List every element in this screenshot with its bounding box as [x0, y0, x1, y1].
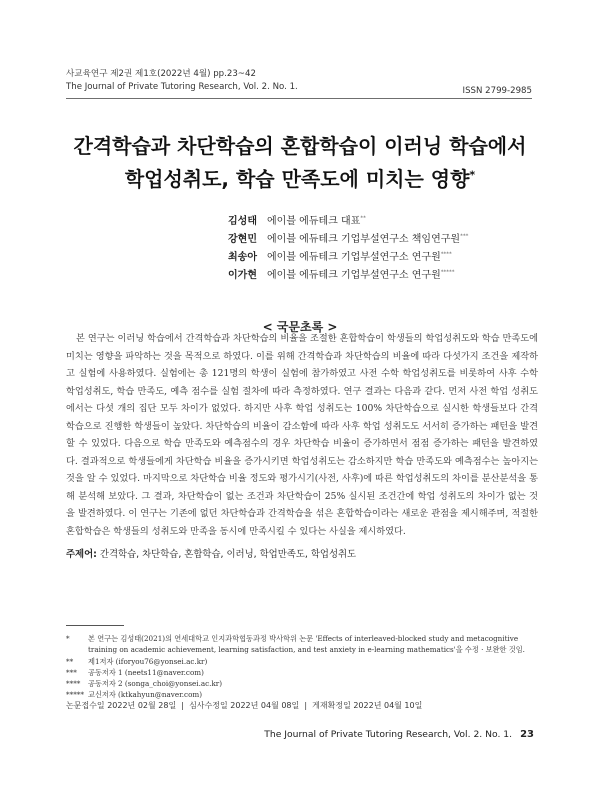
author-affiliation: 에이블 에듀테크 기업부설연구소 연구원 [267, 252, 441, 263]
footnote-text: 공동저자 2 (songa_choi@yonsei.ac.kr) [88, 679, 223, 688]
author-name: 이가현 [228, 270, 257, 281]
author-affiliation: 에이블 에듀테크 대표 [267, 216, 361, 227]
issn: ISSN 2799-2985 [462, 86, 532, 96]
revised-date: 2022년 04월 08일 [230, 701, 300, 710]
accepted-date: 2022년 04월 10일 [353, 701, 423, 710]
abstract-heading: < 국문초록 > [262, 320, 338, 334]
revised-label: 심사수정일 [189, 701, 228, 710]
footnote-text: 교신저자 (ktkahyun@naver.com) [88, 690, 203, 699]
accepted-label: 게재확정일 [312, 701, 351, 710]
footnote-mark: **** [66, 679, 81, 688]
paper-title-line2: 학업성취도, 학습 만족도에 미치는 영향* [124, 167, 476, 191]
author-mark: ***** [440, 269, 455, 276]
footer-journal: The Journal of Private Tutoring Research, Vol. 2. No. 1. [264, 729, 513, 740]
author-row [228, 248, 452, 263]
paper-title-line1: 간격학습과 차단학습의 혼합학습이 이러닝 학습에서 [73, 134, 527, 158]
footnote-text: 제1저자 (iforyou76@yonsei.ac.kr) [88, 657, 208, 666]
keywords-label: 주제어: [66, 549, 97, 560]
footnote-mark: ** [66, 657, 74, 666]
author-mark: **** [440, 251, 452, 258]
date-separator: | [181, 701, 184, 710]
keywords-text: 간격학습, 차단학습, 혼합학습, 이러닝, 학업만족도, 학업성취도 [99, 549, 357, 560]
footnote-text: 공동저자 1 (neets11@naver.com) [88, 668, 204, 677]
footnote-mark: * [66, 634, 70, 643]
title-footnote-mark: * [469, 168, 476, 182]
journal-header-korean: 사교육연구 제2권 제1호(2022년 4월) pp.23~42 [66, 69, 256, 79]
submission-dates [66, 700, 422, 711]
received-date: 2022년 02월 28일 [107, 701, 177, 710]
footnote-text: 본 연구는 김성태(2021)의 연세대학교 인지과학협동과정 박사학위 논문 'Effects of interleaved-blocked study and metacognitive training on academic achievement, learning satisfaction, and test anxiety in e-learning mathematics'을 수정 · 보완한 것임. [88, 634, 525, 654]
keywords [66, 546, 356, 560]
author-row [228, 230, 468, 245]
author-row [228, 266, 455, 281]
author-name: 김성태 [228, 216, 257, 227]
abstract-body: 본 연구는 이러닝 학습에서 간격학습과 차단학습의 비율을 조절한 혼합학습이 학생들의 학업성취도와 학습 만족도에 미치는 영향을 파악하는 것을 목적으로 하였다. 이를 위해 간격학습과 차단학습의 비율에 따라 다섯가지 조건을 제작하고 실험에 사용하였다. 실험에는 총 121명의 학생이 실험에 참가하였고 사전 수학 학업성취도를 비롯하여 사후 수학 학업성취도, 학습 만족도, 예측 점수를 실험 절차에 따라 측정하였다. 연구 결과는 다음과 같다. 먼저 사전 학업 성취도에서는 다섯 개의 집단 모두 차이가 없었다. 하지만 사후 학업 성취도는 100% 차단학습으로 실시한 학생들보다 간격학습으로 진행한 학생들이 높았다. 차단학습의 비율이 감소함에 따라 사후 학업 성취도도 서서히 증가하는 패턴을 발견할 수 있었다. 다음으로 학습 만족도와 예측점수의 경우 차단학습 비율이 증가하면서 점점 증가하는 패턴을 발견하였다. 결과적으로 학생들에게 차단학습 비율을 증가시키면 학업성취도는 감소하지만 학습 만족도와 예측점수는 높아지는 것을 알 수 있었다. 마지막으로 차단학습 비율 정도와 평가시기(사전, 사후)에 따른 학업성취도의 차이를 분산분석을 통해 분석해 보았다. 그 결과, 차단학습이 없는 조건과 차단학습이 25% 실시된 조건간에 학업 성취도의 차이가 없는 것을 발견하였다. 이 연구는 기존에 없던 차단학습과 간격학습을 섞은 혼합학습이라는 새로운 관점을 제시해주며, 적절한 혼합학습은 학생들의 성취도와 만족을 동시에 만족시킬 수 있다는 사실을 제시하였다. [66, 333, 538, 537]
footnote-mark: *** [66, 668, 77, 677]
header-rule [66, 98, 532, 99]
journal-header-english: The Journal of Private Tutoring Research, Vol. 2. No. 1. [66, 82, 298, 92]
author-mark: *** [460, 233, 469, 240]
date-separator: | [304, 701, 308, 710]
page-number: 23 [520, 729, 534, 740]
page-footer [264, 729, 534, 740]
author-affiliation: 에이블 에듀테크 기업부설연구소 연구원 [267, 270, 441, 281]
author-mark: ** [360, 215, 366, 222]
author-name: 강현민 [228, 234, 257, 245]
author-name: 최송아 [228, 252, 257, 263]
received-label: 논문접수일 [66, 701, 105, 710]
author-row [228, 212, 366, 227]
footnote-mark: ***** [66, 690, 84, 699]
author-affiliation: 에이블 에듀테크 기업부설연구소 책임연구원 [267, 234, 461, 245]
footnote-rule [66, 625, 124, 626]
